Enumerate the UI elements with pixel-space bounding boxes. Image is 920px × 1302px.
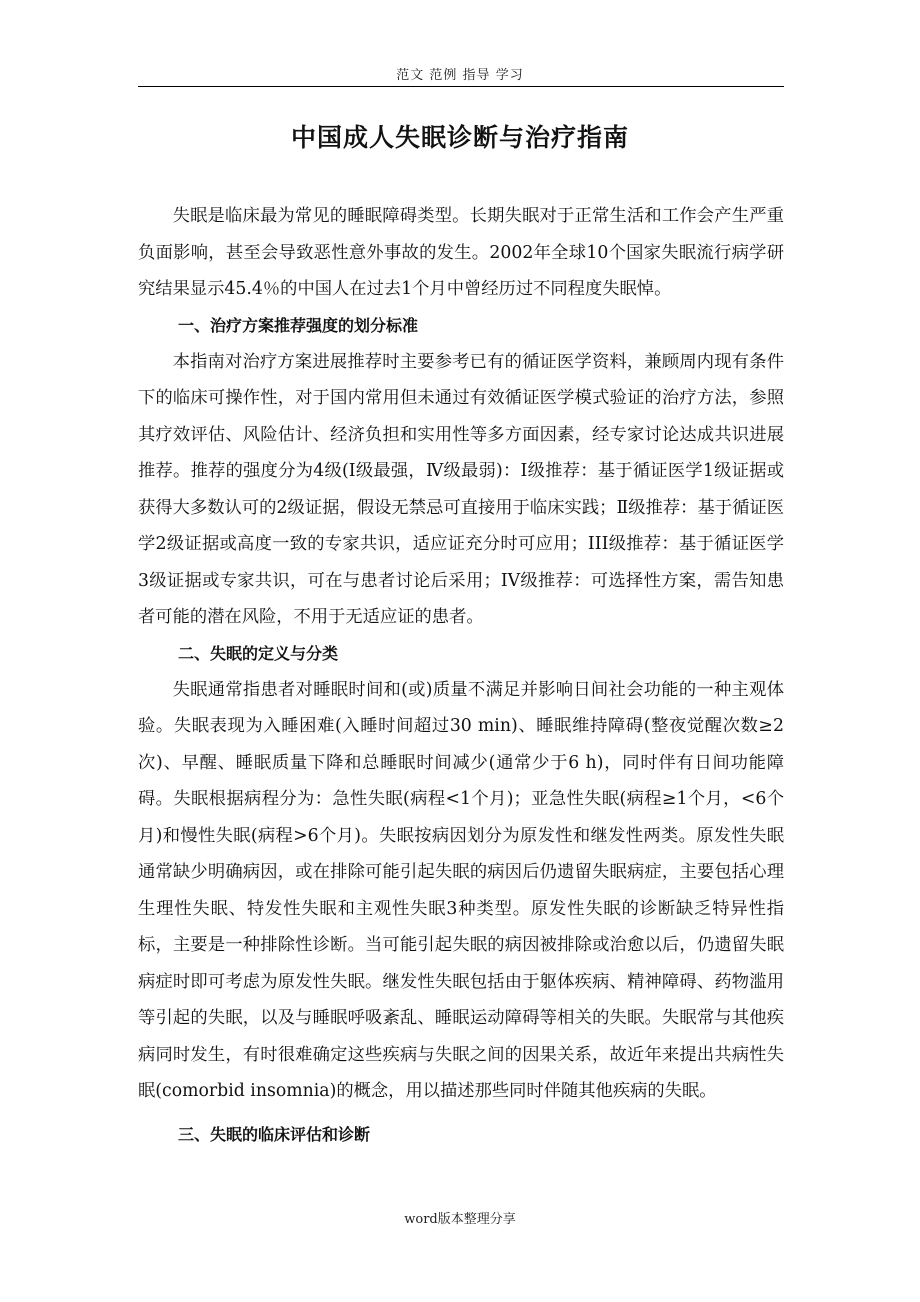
header-divider xyxy=(138,86,784,87)
page-footer: word版本整理分享 xyxy=(404,1212,516,1227)
section-body-1: 本指南对治疗方案进展推荐时主要参考已有的循证医学资料，兼顾周内现有条件下的临床可操作性，对于国内常用但未通过有效循证医学模式验证的治疗方法，参照其疗效评估、风险估计、经济负担和实用性等多方面因素，经专家讨论达成共识进展推荐。推荐的强度分为4级(I级最强，Ⅳ级最弱)：I级推荐：基于循证医学1级证据或获得大多数认可的2级证据，假设无禁忌可直接用于临床实践；Ⅱ级推荐：基于循证医学2级证据或高度一致的专家共识，适应证充分时可应用；III级推荐：基于循证医学3级证据或专家共识，可在与患者讨论后采用；IV级推荐：可选择性方案，需告知患者可能的潜在风险，不用于无适应证的患者。 xyxy=(138,351,784,627)
document-body xyxy=(138,198,784,1153)
intro-paragraph: 失眠是临床最为常见的睡眠障碍类型。长期失眠对于正常生活和工作会产生严重负面影响，甚至会导致恶性意外事故的发生。2002年全球10个国家失眠流行病学研究结果显示45.4％的中国人在过去1个月中曾经历过不同程度失眠悼。 xyxy=(138,206,784,299)
section-body-2: 失眠通常指患者对睡眠时间和(或)质量不满足并影响日间社会功能的一种主观体验。失眠表现为入睡困难(入睡时间超过30 min)、睡眠维持障碍(整夜觉醒次数≥2次)、早醒、睡眠质量下降和总睡眠时间减少(通常少于6 h)，同时伴有日间功能障碍。失眠根据病程分为：急性失眠(病程<1个月)；亚急性失眠(病程≥1个月，<6个月)和慢性失眠(病程>6个月)。失眠按病因划分为原发性和继发性两类。原发性失眠通常缺少明确病因，或在排除可能引起失眠的病因后仍遗留失眠病症，主要包括心理生理性失眠、特发性失眠和主观性失眠3种类型。原发性失眠的诊断缺乏特异性指标，主要是一种排除性诊断。当可能引起失眠的病因被排除或治愈以后，仍遗留失眠病症时即可考虑为原发性失眠。继发性失眠包括由于躯体疾病、精神障碍、药物滥用等引起的失眠，以及与睡眠呼吸紊乱、睡眠运动障碍等相关的失眠。失眠常与其他疾病同时发生，有时很难确定这些疾病与失眠之间的因果关系，故近年来提出共病性失眠(comorbid insomnia)的概念，用以描述那些同时伴随其他疾病的失眠。 xyxy=(138,679,784,1101)
section-heading-3: 三、失眠的临床评估和诊断 xyxy=(178,1124,371,1144)
page-header: 范文 范例 指导 学习 xyxy=(396,68,524,83)
section-heading-1: 一、治疗方案推荐强度的划分标准 xyxy=(178,315,419,335)
section-heading-2: 二、失眠的定义与分类 xyxy=(178,643,339,663)
document-title: 中国成人失眠诊断与治疗指南 xyxy=(290,123,629,152)
